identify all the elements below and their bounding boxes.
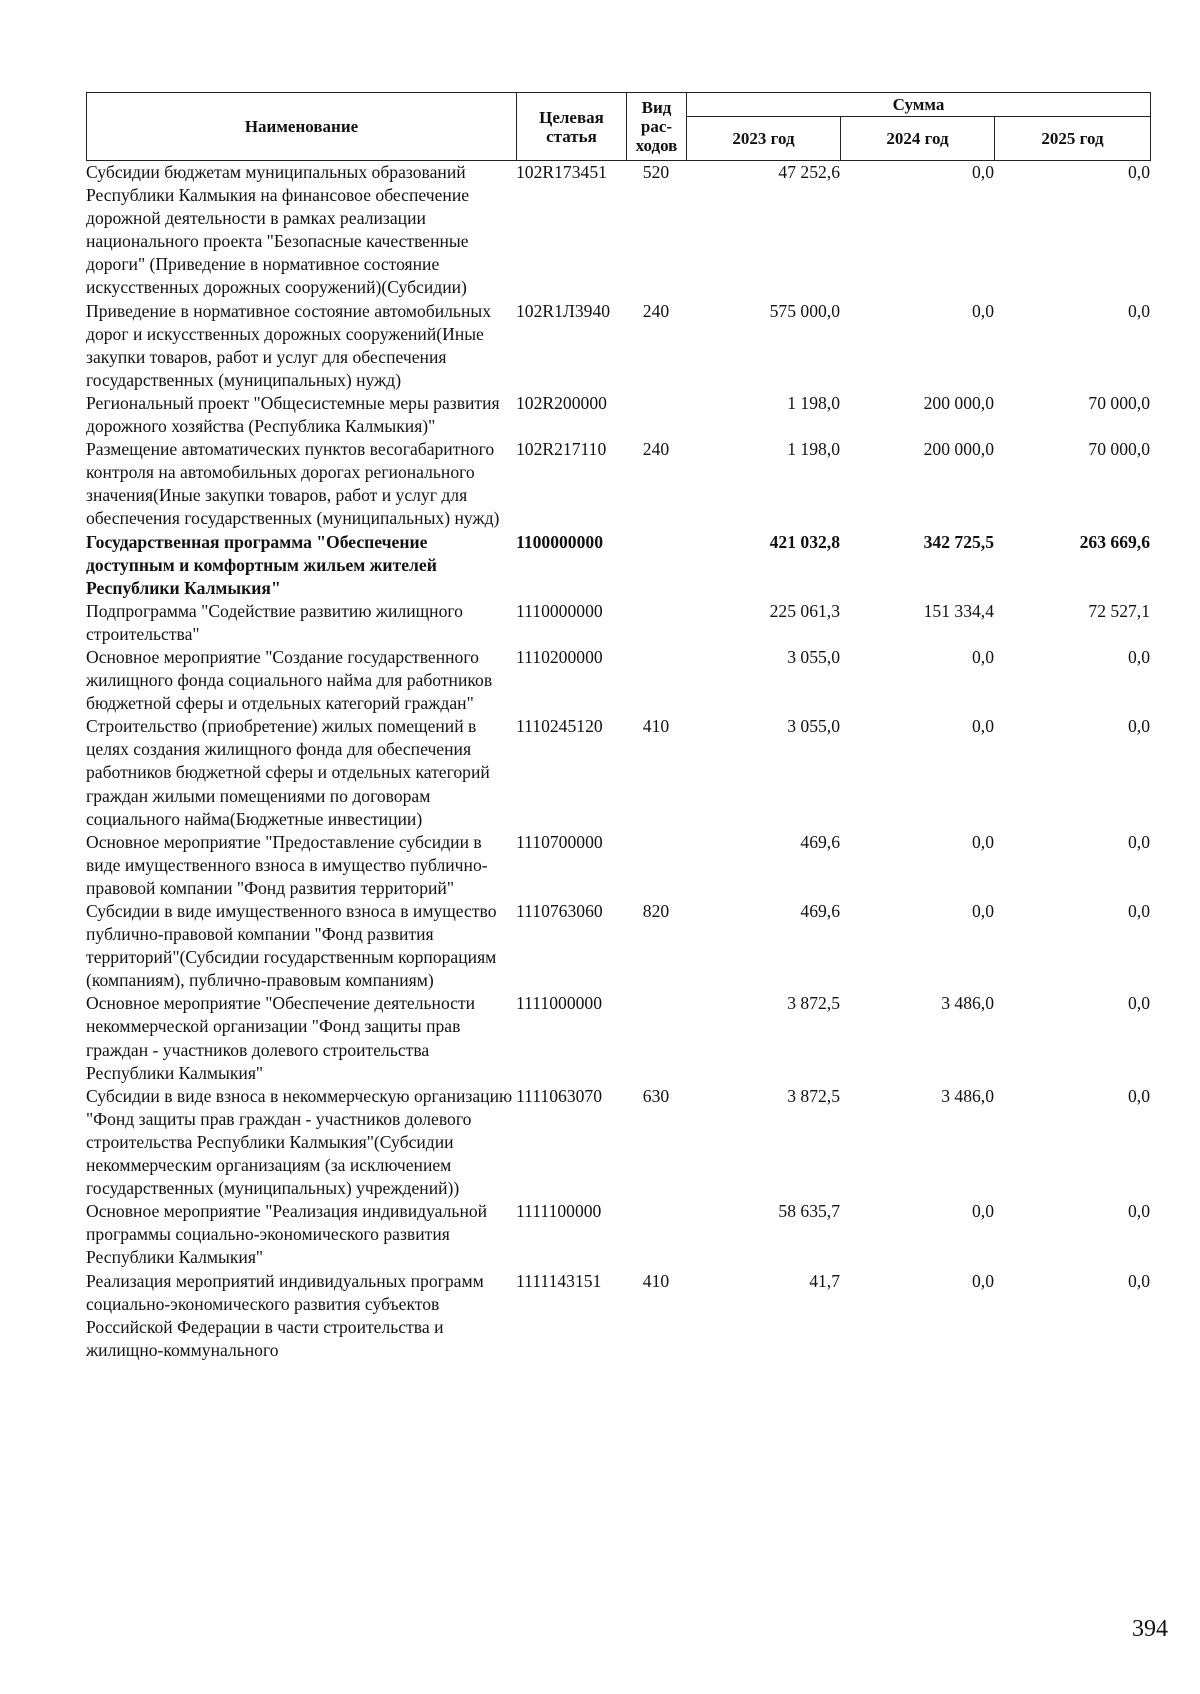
row-expense-type [626, 992, 686, 1084]
table-row [86, 438, 1150, 530]
row-sum-2023: 469,6 [800, 831, 840, 852]
row-name: Реализация мероприятий индивидуальных программ социально-экономического развития субъектов Российской Федерации в части строительства и жилищно-коммунального [86, 1270, 484, 1360]
table-row [86, 900, 1150, 992]
row-sum-2023: 3 055,0 [787, 646, 840, 667]
page-number: 394 [1132, 1616, 1168, 1642]
row-name: Основное мероприятие "Реализация индивидуальной программы социально-экономического развития Республики Калмыкия" [86, 1201, 488, 1268]
header-year-2024: 2024 год [841, 117, 995, 161]
row-sum-2023: 58 635,7 [778, 1201, 840, 1222]
row-sum-2024: 151 334,4 [923, 600, 994, 621]
row-sum-2025: 0,0 [1128, 1201, 1150, 1222]
row-name: Размещение автоматических пунктов весогабаритного контроля на автомобильных дорогах регионального значения(Иные закупки товаров, работ и услуг для обеспечения государственных (муниципальных) нужд) [86, 439, 500, 529]
row-sum-2025: 0,0 [1128, 901, 1150, 921]
row-sum-2024: 0,0 [972, 716, 994, 737]
table-row [86, 715, 1150, 830]
row-expense-type [626, 831, 686, 900]
row-target-article: 1111063070 [516, 1085, 603, 1106]
row-expense-type: 240 [642, 439, 670, 460]
row-sum-2023: 225 061,3 [769, 600, 840, 621]
row-sum-2023: 1 198,0 [787, 439, 840, 460]
header-name: Наименование [87, 93, 517, 161]
row-name: Основное мероприятие "Обеспечение деятельности некоммерческой организации "Фонд защиты прав граждан - участников долевого строительства Республики Калмыкия" [86, 993, 476, 1083]
row-sum-2025: 0,0 [1128, 162, 1150, 182]
row-expense-type [626, 1200, 686, 1269]
row-target-article: 1100000000 [516, 531, 603, 552]
row-sum-2023: 1 198,0 [787, 392, 840, 413]
row-expense-type: 630 [642, 1085, 670, 1106]
row-expense-type: 520 [642, 162, 670, 182]
table-row [86, 392, 1150, 438]
row-name: Основное мероприятие "Предоставление субсидии в виде имущественного взноса в имущество публично-правовой компании "Фонд развития территорий" [86, 831, 488, 898]
row-sum-2024: 0,0 [972, 300, 994, 321]
row-sum-2024: 0,0 [972, 1201, 994, 1222]
row-sum-2024: 0,0 [972, 831, 994, 852]
row-name: Субсидии в виде взноса в некоммерческую организацию "Фонд защиты прав граждан - участников долевого строительства Республики Калмыкия"(Субсидии некоммерческим организациям (за исключением государственных (муниципальных) учреждений)) [86, 1085, 513, 1199]
row-target-article: 1111143151 [516, 1270, 602, 1291]
row-sum-2024: 0,0 [972, 901, 994, 921]
row-target-article: 1110000000 [516, 600, 603, 621]
row-sum-2025: 70 000,0 [1088, 439, 1150, 460]
row-sum-2023: 421 032,8 [769, 531, 840, 552]
header-target-article: Целевая статья [517, 93, 627, 161]
row-sum-2024: 200 000,0 [923, 439, 994, 460]
row-sum-2023: 3 872,5 [787, 1085, 840, 1106]
row-name: Приведение в нормативное состояние автомобильных дорог и искусственных дорожных сооружений(Иные закупки товаров, работ и услуг для обеспечения государственных (муниципальных) нужд) [86, 300, 491, 390]
row-target-article: 1110245120 [516, 716, 603, 737]
row-sum-2025: 0,0 [1128, 1085, 1150, 1106]
row-target-article: 102R200000 [516, 392, 607, 413]
table-row [86, 531, 1150, 600]
table-header [86, 92, 1151, 161]
table-row [86, 1085, 1150, 1200]
header-year-2025: 2025 год [995, 117, 1151, 161]
header-sum: Сумма [687, 93, 1151, 117]
row-sum-2023: 41,7 [809, 1270, 840, 1291]
table-row [86, 831, 1150, 900]
row-sum-2025: 70 000,0 [1088, 392, 1150, 413]
row-sum-2023: 3 055,0 [787, 716, 840, 737]
row-sum-2023: 575 000,0 [769, 300, 840, 321]
row-sum-2024: 0,0 [972, 646, 994, 667]
table-row [86, 646, 1150, 715]
row-name: Подпрограмма "Содействие развитию жилищного строительства" [86, 600, 463, 644]
row-sum-2023: 469,6 [800, 901, 840, 921]
row-sum-2025: 0,0 [1128, 831, 1150, 852]
row-expense-type [626, 646, 686, 715]
row-sum-2025: 0,0 [1128, 300, 1150, 321]
header-year-2023: 2023 год [687, 117, 841, 161]
row-sum-2025: 0,0 [1128, 716, 1150, 737]
row-expense-type [626, 392, 686, 438]
row-expense-type [626, 600, 686, 646]
row-sum-2024: 0,0 [972, 1270, 994, 1291]
row-expense-type: 820 [642, 901, 670, 921]
row-name: Субсидии в виде имущественного взноса в имущество публично-правовой компании "Фонд развития территорий"(Субсидии государственным корпорациям (компаниям), публично-правовым компаниям) [86, 901, 497, 991]
row-sum-2023: 3 872,5 [787, 993, 840, 1014]
table-body [86, 161, 1150, 1362]
row-sum-2025: 263 669,6 [1079, 531, 1150, 552]
table-row [86, 300, 1150, 392]
header-expense-type: Вид рас- ходов [627, 93, 687, 161]
table-row [86, 1200, 1150, 1269]
table-row [86, 1270, 1150, 1362]
row-target-article: 102R217110 [516, 439, 607, 460]
row-target-article: 1111100000 [516, 1201, 602, 1222]
row-sum-2024: 3 486,0 [941, 993, 994, 1014]
row-target-article: 1110763060 [516, 901, 603, 921]
row-name: Строительство (приобретение) жилых помещений в целях создания жилищного фонда для обеспечения работников бюджетной сферы и отдельных категорий граждан жилыми помещениями по договорам социального найма(Бюджетные инвестиции) [86, 716, 490, 829]
row-expense-type: 410 [642, 716, 670, 737]
row-sum-2025: 72 527,1 [1088, 600, 1150, 621]
row-name: Региональный проект "Общесистемные меры развития дорожного хозяйства (Республика Калмыкия)" [86, 392, 500, 437]
row-name: Государственная программа "Обеспечение доступным и комфортным жильем жителей Республики Калмыкия" [86, 531, 437, 598]
row-sum-2025: 0,0 [1128, 993, 1150, 1014]
row-sum-2024: 200 000,0 [923, 392, 994, 413]
row-name: Субсидии бюджетам муниципальных образований Республики Калмыкия на финансовое обеспечение дорожной деятельности в рамках реализации национального проекта "Безопасные качественные дороги" (Приведение в нормативное состояние искусственных дорожных сооружений)(Субсидии) [86, 162, 470, 298]
row-sum-2024: 342 725,5 [923, 531, 994, 552]
row-sum-2024: 0,0 [972, 162, 994, 182]
budget-table-sheet [86, 92, 1150, 1362]
table-row [86, 161, 1150, 300]
table-row [86, 600, 1150, 646]
row-sum-2023: 47 252,6 [778, 162, 840, 182]
row-target-article: 1110700000 [516, 831, 603, 852]
row-sum-2024: 3 486,0 [941, 1085, 994, 1106]
row-target-article: 1111000000 [516, 993, 603, 1014]
row-sum-2025: 0,0 [1128, 1270, 1150, 1291]
row-target-article: 1110200000 [516, 646, 603, 667]
row-expense-type: 240 [642, 300, 670, 321]
row-expense-type [626, 531, 686, 600]
row-target-article: 102R173451 [516, 162, 607, 182]
row-expense-type: 410 [642, 1270, 670, 1291]
row-sum-2025: 0,0 [1128, 646, 1150, 667]
row-target-article: 102R1Л3940 [516, 300, 611, 321]
row-name: Основное мероприятие "Создание государственного жилищного фонда социального найма для работников бюджетной сферы и отдельных категорий граждан" [86, 646, 493, 714]
table-row [86, 992, 1150, 1084]
